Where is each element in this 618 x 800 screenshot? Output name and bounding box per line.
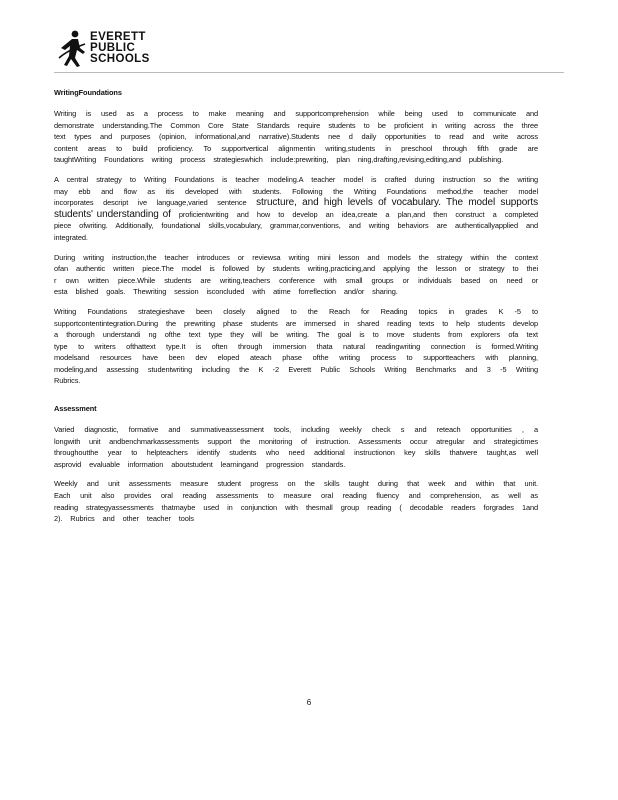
writing-paragraph-3: During writing instruction,the teacher introduces or reviewsa writing mini lesson and models the strategy within the context ofan authentic written piece.The model is followed by students writing,practicing,and applying the lesson or strategy to thei r own written piece.While students are writing,teachers conference with small groups or individuals based on need or esta blished goals. Thewriting session isconcluded with atime forreflection and/or sharing. [54,252,538,297]
writing-paragraph-2 [54,174,538,244]
district-logo [58,26,178,70]
logo-line-2: PUBLIC [90,41,136,54]
document-body [54,87,538,533]
writing-foundations-heading: WritingFoundations [54,88,122,97]
assessment-paragraph-1: Varied diagnostic, formative and summativeassessment tools, including weekly check s and reteach opportunities , a longwith unit andbenchmarkassessments support the monitoring of instruction. Assessments occur atregular and strategictimes throughoutthe year to helpteachers identify students who need additional instructionon key skills thatwere taught,as well asprovid evaluable information aboutstudent learningand progression standards. [54,425,538,469]
page-number: 6 [306,698,312,707]
writing-paragraph-4: Writing Foundations strategieshave been closely aligned to the Reach for Reading topics in grades K -5 to supportcontentintegration.During the prewriting phase students are immersed in shared reading texts to help students develop a thorough understandi ng ofthe text type they will be writing. The goal is to move students from explorers ofa text type to writers ofthattext type.It is often through immersion thata natural readingwriting connection is formed.Writing modelsand resources have been dev eloped ateach phase ofthe writing process to supportteachers with planning, modeling,and assessing studentwriting including the K -2 Everett Public Schools Writing Benchmarks and 3 -5 Writing Rubrics. [54,306,538,386]
header-divider [54,72,564,73]
writing-paragraph-2-part-b: structure, and high levels of vocabulary. The model supports students' understanding of [54,197,538,220]
logo-wordmark [90,32,150,65]
assessment-heading: Assessment [54,404,97,414]
assessment-paragraph-2: Weekly and unit assessments measure student progress on the skills taught during that week and within that unit. Each unit also provides oral reading assessments to measure oral reading fluency and comprehension, as well as reading strategyassessments thatmaybe used in conjunction with thesmall group reading ( decodable readers forgrades 1and 2). Rubrics and other teacher tools [54,479,538,524]
writing-paragraph-2-part-a: A central strategy to Writing Foundations is teacher modeling.A teacher model is crafted during instruction so the writing may ebb and flow as itis developed with students. Following the Writing Foundations method,the teacher model incorporates descript ive language,varied sentence [54,174,538,208]
writing-paragraph-2-part-c: proficientwriting and how to develop an idea,create a plan,and then construct a completed piece ofwriting. Additionally, foundational skills,vocabulary, grammar,conventions, and writing behaviors are authenticallyapplied and integrated. [54,209,538,242]
logo-line-3: SCHOOLS [90,52,150,65]
runner-icon [58,28,86,68]
writing-paragraph-1: Writing is used as a process to make meaning and supportcomprehension while being used to communicate and demonstrate understanding.The Common Core State Standards require students to be proficient in writing across the three text types and purposes (opinion, informational,and narrative).Students nee d daily opportunities to read and write across content areas to build proficiency. To supportvertical alignmentin writing,students in preschool through fifth grade are taughtWriting Foundations writing process strategieswhich include:prewriting, plan ning,drafting,revising,editing,and publishing. [54,109,538,165]
logo-line-1: EVERETT [90,30,146,43]
